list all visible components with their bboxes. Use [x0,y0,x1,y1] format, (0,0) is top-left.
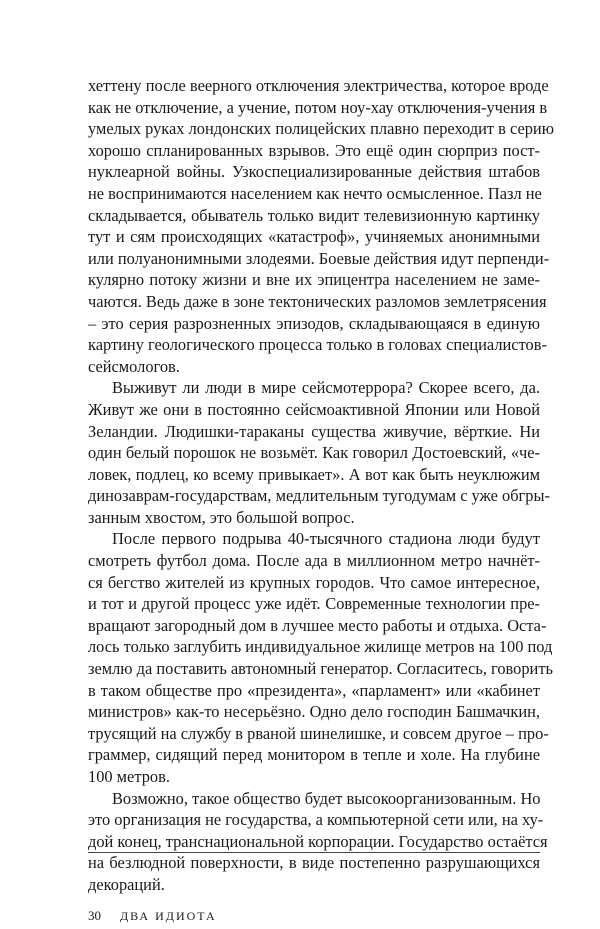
text-line: ся бегство жителей из крупных городов. Что самое интересное, [88,572,540,592]
text-line: 100 метров. [88,767,170,786]
text-line: складывается, обыватель только видит телевизионную картинку [88,205,540,225]
text-line: трусящий на службу в рваной шинелишке, и совсем другое – про- [88,723,549,743]
page-footer [88,908,217,924]
running-title: ДВА ИДИОТА [120,909,217,923]
footer-divider [88,852,540,853]
text-line: или полуанонимными злодеями. Боевые действия идут перпенди- [88,248,550,268]
text-line: не воспринимаются населением как нечто осмысленное. Пазл не [88,183,542,203]
text-line: сейсмологов. [88,356,180,376]
text-line: – это серия разрозненных эпизодов, складывающаяся в единую [88,313,540,333]
page-number: 30 [88,908,101,923]
text-line: хорошо спланированных взрывов. Это ещё один сюрприз пост- [88,140,540,160]
text-line: тут и сям происходящих «катастроф», учиняемых анонимными [88,227,540,247]
text-line: вращают загородный дом в лучшее место работы и отдыха. Оста- [88,615,547,635]
text-line: министров» как-то несерьёзно. Одно дело господин Башмачкин, [88,702,540,722]
text-line: умелых руках лондонских полицейских плавно переходит в серию [88,119,554,139]
text-line: граммер, сидящий перед монитором в тепле и холе. На глубине [88,745,540,765]
body-text [88,75,554,896]
text-line: Выживут ли люди в мире сейсмотеррора? Скорее всего, да. [112,378,540,398]
paragraph [88,788,548,896]
text-line: декораций. [88,874,165,894]
text-line: После первого подрыва 40-тысячного стадиона люди будут [112,529,540,549]
paragraph [88,75,554,377]
text-line: лось только заглубить индивидуальное жилище метров на 100 под [88,637,553,657]
text-line: хеттену после веерного отключения электричества, которое вроде [88,76,549,95]
text-line: кулярно потоку жизни и вне их эпицентра населением не заме- [88,270,540,290]
text-line: картину геологического процесса только в головах специалистов- [88,335,547,355]
text-line: в таком обществе про «президента», «парламент» или «кабинет [88,680,540,700]
text-line: один белый порошок не возьмёт. Как говорил Достоевский, «че- [88,443,540,463]
paragraph [88,528,553,787]
text-line: и тот и другой процесс уже идёт. Современные технологии пре- [88,594,540,614]
text-line: землю да поставить автономный генератор. Согласитесь, говорить [88,659,553,679]
text-line: динозаврам-государствам, медлительным тугодумам с уже обгры- [88,486,550,506]
text-line: ловек, подлец, ко всему привыкает». А вот как быть неуклюжим [88,464,540,484]
text-line: нуклеарной войны. Узкоспециализированные действия штабов [88,162,540,182]
text-line: Живут же они в постоянно сейсмоактивной Японии или Новой [88,399,540,419]
text-line: смотреть футбол дома. После ада в миллионном метро начнёт- [88,551,540,571]
text-line: на безлюдной поверхности, в виде постепенно разрушающихся [88,853,540,873]
text-line: занным хвостом, это большой вопрос. [88,507,355,527]
text-line: дой конец, транснациональной корпорации. Государство остаётся [88,831,548,851]
text-line: Зеландии. Людишки-тараканы существа живучие, вёрткие. Ни [88,421,540,441]
text-line: как не отключение, а учение, потом ноу-хау отключения-учения в [88,97,548,117]
text-line: это организация не государства, а компьютерной сети или, на ху- [88,810,544,830]
text-line: Возможно, такое общество будет высокоорганизованным. Но [112,788,541,808]
text-line: чаются. Ведь даже в зоне тектонических разломов землетрясения [88,291,547,311]
paragraph [88,377,550,528]
